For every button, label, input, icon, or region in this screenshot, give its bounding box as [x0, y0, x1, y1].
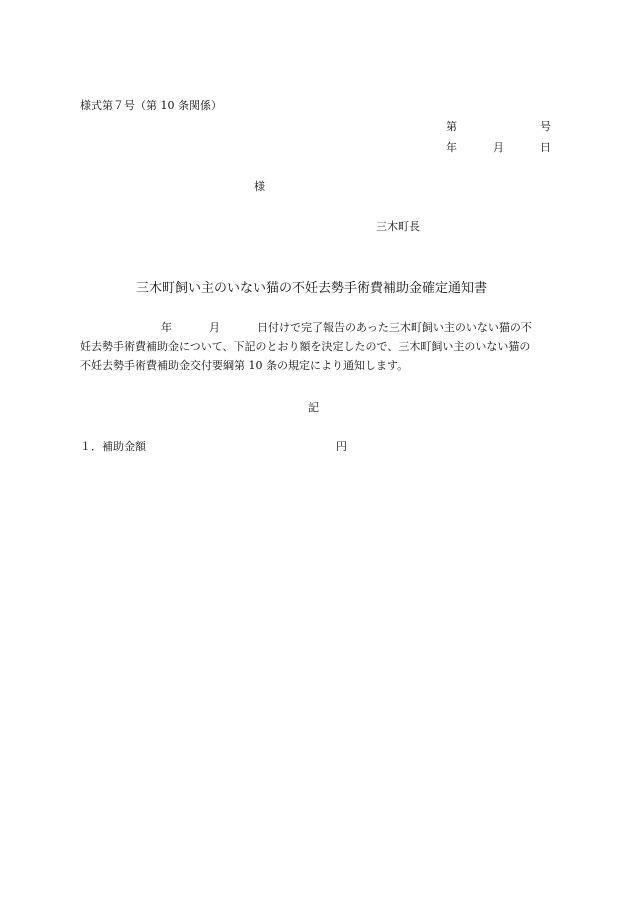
document-number-prefix: 第	[446, 120, 457, 133]
body-line-2: 妊去勢手術費補助金について、下記のとおり額を決定したので、三木町飼い主のいない猫の	[80, 340, 531, 353]
body-month-label: 月	[209, 321, 220, 334]
item-subsidy-amount-unit: 円	[336, 440, 347, 453]
ki-heading: 記	[308, 401, 319, 414]
addressee-honorific: 様	[254, 180, 265, 193]
date-year-label: 年	[446, 141, 457, 154]
date-day-label: 日	[540, 141, 551, 154]
document-title: 三木町飼い主のいない猫の不妊去勢手術費補助金確定通知書	[136, 281, 488, 296]
body-line-3: 不妊去勢手術費補助金交付要綱第 10 条の規定により通知します。	[80, 359, 409, 372]
body-line-1: 日付けで完了報告のあった三木町飼い主のいない猫の不	[257, 321, 532, 334]
body-year-label: 年	[161, 321, 172, 334]
form-number: 様式第７号（第 10 条関係）	[80, 99, 222, 112]
item-subsidy-amount-label: １．補助金額	[80, 440, 146, 453]
document-number-suffix: 号	[540, 120, 551, 133]
sender-name: 三木町長	[376, 220, 420, 233]
date-month-label: 月	[493, 141, 504, 154]
